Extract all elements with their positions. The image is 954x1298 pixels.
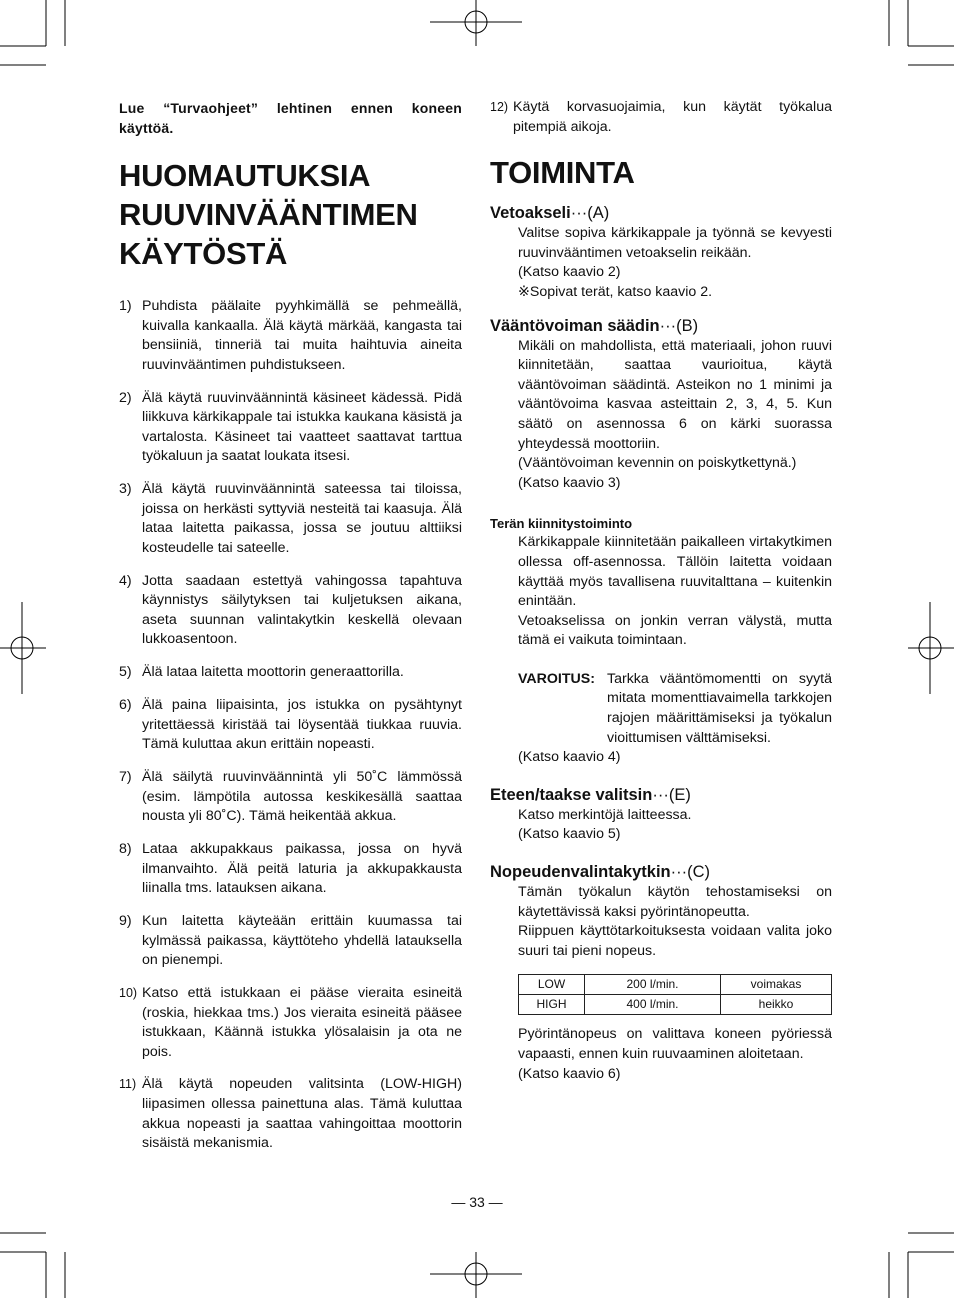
section-heading: Terän kiinnitystoiminto bbox=[490, 516, 633, 532]
item-number: 8) bbox=[119, 840, 132, 857]
item-number: 3) bbox=[119, 481, 132, 498]
paragraph: Mikäli on mahdollista, että materiaali, johon ruuvi kiinnitetään, saattaa vaurioitua, käytä vääntövoiman säädintä. Asteikon no 1 minimi ja vääntövoima kasvaa asteittain 2, 3, 4, 5. Kun säätö on asennossa 6 on kärki suorassa yhteydessä moottoriin. bbox=[518, 337, 832, 452]
paragraph: (Katso kaavio 5) bbox=[518, 826, 621, 843]
paragraph: Pyörintänopeus on valittava koneen pyöriessä vapaasti, ennen kuin ruuvaaminen aloitetaan. bbox=[518, 1026, 832, 1062]
item-text: Älä käytä ruuvinväännintä käsineet kädessä. Pidä liikkuva kärkikappale tai istukka kaukana käsistä ja vartalosta. Käsineet tai vaatteet saattavat tarttua työkaluun ja saatat loukata itsesi. bbox=[142, 389, 462, 465]
section-heading: Vääntövoiman säädin···(B) bbox=[490, 316, 699, 335]
right-column bbox=[490, 98, 832, 1096]
section-heading: Vetoakseli···(A) bbox=[490, 204, 610, 223]
list-item bbox=[119, 984, 462, 1062]
list-item bbox=[490, 98, 832, 137]
page-number: — 33 — bbox=[451, 1194, 503, 1210]
item-number: 9) bbox=[119, 912, 132, 929]
table-cell: 200 l/min. bbox=[585, 975, 721, 995]
item-text: Älä paina liipaisinta, jos istukka on pysähtynyt yritettäessä kiristää tai löysentää tiukkaa ruuvia. Tämä kuluttaa akun erittäin nopeasti. bbox=[142, 697, 462, 753]
item-text: Käytä korvasuojaimia, kun käytät työkalua pitempiä aikoja. bbox=[513, 99, 832, 135]
paragraph: (Katso kaavio 3) bbox=[518, 474, 621, 491]
list-item bbox=[119, 840, 462, 899]
paragraph: Valitse sopiva kärkikappale ja työnnä se kevyesti ruuvinvääntimen vetoakselin reikään. bbox=[518, 225, 832, 261]
left-title-line-1: HUOMAUTUKSIA bbox=[119, 158, 371, 193]
paragraph: Vetoakselissa on jonkin verran välystä, mutta tämä ei vaikuta toimintaan. bbox=[518, 612, 832, 649]
list-item bbox=[119, 480, 462, 558]
warning-label: VAROITUS: bbox=[518, 670, 595, 687]
item-number: 7) bbox=[119, 769, 132, 785]
item-text: Älä säilytä ruuvinväännintä yli 50˚C lämmössä (esim. lämpötila autossa keskikesällä saattaa nousta yli 80˚C). Tämä heikentää akkua. bbox=[142, 769, 462, 825]
section-heading: Nopeudenvalintakytkin···(C) bbox=[490, 863, 711, 882]
item-number: 4) bbox=[119, 572, 132, 589]
left-title-line-3: KÄYTÖSTÄ bbox=[119, 236, 288, 271]
item-text: Kun laitetta käyteään erittäin kuumassa tai kylmässä paikassa, käyttöteho yhdellä latauksella on pienempi. bbox=[142, 912, 462, 969]
item-text: Jotta saadaan estettyä vahingossa tapahtuva käynnistys säilytyksen tai kuljetuksen aikana, aseta suunnan valintakytkin keskellä olevaan lukkoasentoon. bbox=[142, 572, 462, 648]
item-number: 6) bbox=[119, 697, 132, 714]
table-cell: LOW bbox=[519, 975, 585, 995]
list-item bbox=[119, 912, 462, 971]
table-cell: HIGH bbox=[519, 995, 585, 1015]
item-number: 11) bbox=[119, 1077, 137, 1092]
list-item bbox=[119, 663, 462, 683]
section-eteen-taakse bbox=[490, 784, 832, 845]
item-text: Puhdista päälaite pyyhkimällä se pehmeällä, kuivalla kankaalla. Älä käytä märkää, kangasta tai bensiiniä, tinneriä tai muita haihtuvia aineita ruuvinvääntimen puhdistukseen. bbox=[142, 298, 462, 373]
left-title bbox=[119, 156, 462, 273]
left-column bbox=[119, 98, 462, 1167]
precautions-list bbox=[119, 297, 462, 1154]
safety-intro: Lue “Turvaohjeet” lehtinen ennen koneen käyttöä. bbox=[119, 100, 462, 136]
item-text: Katso että istukkaan ei pääse vieraita esineitä (roskia, hiekkaa tms.) Jos vieraita esineitä pääsee istukkaan, Käännä istukka ylösalaisin ja ota ne pois. bbox=[142, 984, 462, 1060]
paragraph: Kärkikappale kiinnitetään paikalleen virtakytkimen ollessa off-asennossa. Tällöin laitetta voidaan käyttää myös tavallisena ruuvitalttana – kuitenkin enintään. bbox=[518, 534, 832, 610]
item-text: Älä lataa laitetta moottorin generaattorilla. bbox=[142, 664, 404, 681]
list-item bbox=[119, 1075, 462, 1153]
section-nopeus bbox=[490, 861, 832, 1084]
list-item bbox=[119, 297, 462, 375]
table-cell: voimakas bbox=[721, 975, 832, 995]
section-vetoakseli bbox=[490, 202, 832, 302]
table-row bbox=[519, 995, 832, 1015]
item-text: Lataa akkupakkaus paikassa, jossa on hyvä ilmanvaihto. Älä peitä laturia ja akkupakkausta liinalla tms. latauksen aikana. bbox=[142, 840, 462, 897]
item-number: 2) bbox=[119, 389, 132, 406]
paragraph: Tämän työkalun käytön tehostamiseksi on käytettävissä kaksi pyörintänopeutta. bbox=[518, 884, 832, 920]
list-item bbox=[119, 768, 462, 827]
list-item bbox=[119, 696, 462, 755]
section-heading: Eteen/taakse valitsin···(E) bbox=[490, 785, 691, 804]
section-body bbox=[490, 337, 832, 494]
item-text: Älä käytä ruuvinväännintä sateessa tai tiloissa, joissa on herkästi syttyviä nesteitä tai kaasuja. Älä lataa laitetta paikassa, jossa se joutuu alttiiksi kosteudelle tai sateelle. bbox=[142, 481, 462, 556]
item-number: 5) bbox=[119, 664, 132, 681]
section-body bbox=[490, 806, 832, 845]
table-cell: heikko bbox=[721, 995, 832, 1015]
paragraph: (Vääntövoiman kevennin on poiskytkettynä.) bbox=[518, 455, 797, 472]
list-item bbox=[119, 572, 462, 650]
warning-text: Tarkka vääntömomentti on syytä mitata momenttiavaimella tarkkojen rajojen määrittämiseksi ja työkalun vioittumisen välttämiseksi. bbox=[607, 670, 832, 746]
item-text: Älä käytä nopeuden valitsinta (LOW-HIGH) liipasimen ollessa painettuna alas. Tämä kuluttaa akkua nopeasti ja saattaa vahingoittaa moottorin sisäistä mekanismia. bbox=[142, 1076, 462, 1152]
section-teran-kiinnitys bbox=[490, 514, 832, 768]
item-number: 1) bbox=[119, 298, 132, 314]
paragraph: Katso merkintöjä laitteessa. bbox=[518, 806, 692, 823]
item-number: 10) bbox=[119, 985, 138, 1000]
section-body bbox=[490, 748, 832, 768]
section-body bbox=[490, 224, 832, 302]
section-vaantovoima bbox=[490, 315, 832, 494]
section-body bbox=[490, 1025, 832, 1084]
warning bbox=[490, 670, 832, 748]
speed-table bbox=[518, 974, 832, 1015]
list-item bbox=[119, 389, 462, 467]
paragraph: (Katso kaavio 2) bbox=[518, 264, 621, 281]
table-cell: 400 l/min. bbox=[585, 995, 721, 1015]
section-body bbox=[490, 883, 832, 961]
paragraph: (Katso kaavio 6) bbox=[518, 1065, 621, 1082]
paragraph: Riippuen käyttötarkoituksesta voidaan valita joko suuri tai pieni nopeus. bbox=[518, 923, 832, 959]
section-body bbox=[490, 533, 832, 651]
right-title: TOIMINTA bbox=[490, 155, 635, 191]
note: ※Sopivat terät, katso kaavio 2. bbox=[518, 283, 713, 300]
paragraph: (Katso kaavio 4) bbox=[518, 749, 621, 766]
left-title-line-2: RUUVINVÄÄNTIMEN bbox=[119, 197, 418, 232]
table-row bbox=[519, 975, 832, 995]
item-number: 12) bbox=[490, 100, 509, 114]
